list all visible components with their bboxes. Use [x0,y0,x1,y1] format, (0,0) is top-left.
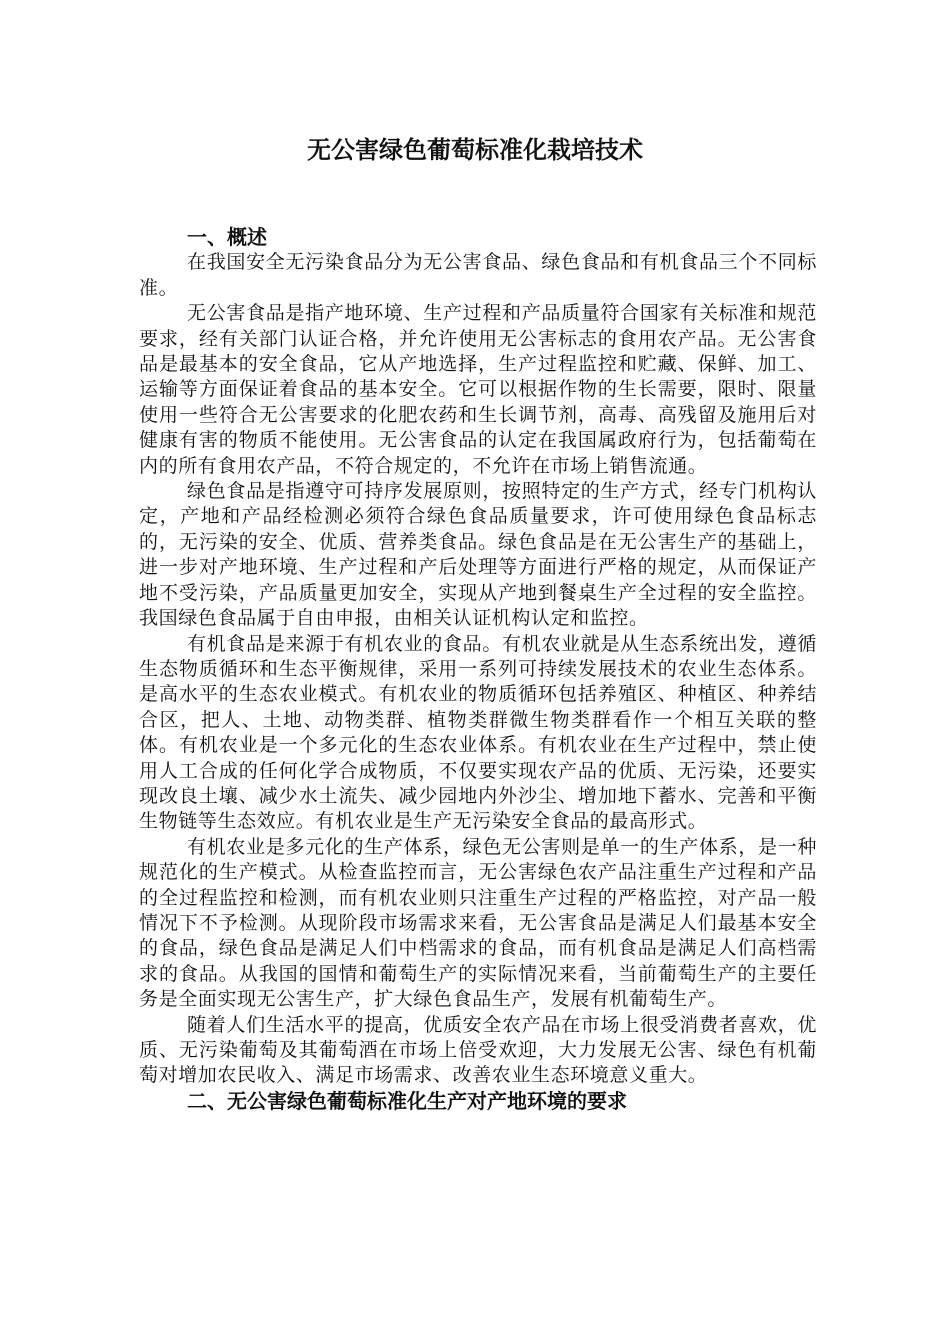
paragraph-organic-food: 有机食品是来源于有机农业的食品。有机农业就是从生态系统出发，遵循生态物质循环和生态平衡规律，采用一系列可持续发展技术的农业生态体系。是高水平的生态农业模式。有机农业的物质循环包括养殖区、种植区、种养结合区，把人、土地、动物类群、植物类群微生物类群看作一个相互关联的整体。有机农业是一个多元化的生态农业体系。有机农业在生产过程中，禁止使用人工合成的任何化学合成物质，不仅要实现农产品的优质、无污染，还要实现改良土壤、减少水土流失、减少园地内外沙尘、增加地下蓄水、完善和平衡生物链等生态效应。有机农业是生产无污染安全食品的最高形式。 [139,632,817,833]
paragraph-intro: 在我国安全无污染食品分为无公害食品、绿色食品和有机食品三个不同标准。 [139,251,817,299]
document-body [139,225,817,1114]
paragraph-green-food: 绿色食品是指遵守可持序发展原则，按照特定的生产方式，经专门机构认定，产地和产品经检测必须符合绿色食品质量要求，许可使用绿色食品标志的，无污染的安全、优质、营养类食品。绿色食品是在无公害生产的基础上，进一步对产地环境、生产过程和产后处理等方面进行严格的规定，从而保证产地不受污染，产品质量更加安全，实现从产地到餐桌生产全过程的安全监控。我国绿色食品属于自由申报，由相关认证机构认定和监控。 [139,480,817,630]
section-heading-environment: 二、无公害绿色葡萄标准化生产对产地环境的要求 [187,1088,627,1113]
paragraph-pollution-free-food: 无公害食品是指产地环境、生产过程和产品质量符合国家有关标准和规范要求，经有关部门认证合格，并允许使用无公害标志的食用农产品。无公害食品是最基本的安全食品，它从产地选择，生产过程监控和贮藏、保鲜、加工、运输等方面保证着食品的基本安全。它可以根据作物的生长需要，限时、限量使用一些符合无公害要求的化肥农药和生长调节剂，高毒、高残留及施用后对健康有害的物质不能使用。无公害食品的认定在我国属政府行为，包括葡萄在内的所有食用农产品，不符合规定的，不允许在市场上销售流通。 [139,302,817,477]
section-heading-overview: 一、概述 [187,225,267,249]
paragraph-significance: 随着人们生活水平的提高，优质安全农产品在市场上很受消费者喜欢，优质、无污染葡萄及其葡萄酒在市场上倍受欢迎，大力发展无公害、绿色有机葡萄对增加农民收入、满足市场需求、改善农业生态环境意义重大。 [139,1013,817,1087]
paragraph-comparison: 有机农业是多元化的生产体系，绿色无公害则是单一的生产体系，是一种规范化的生产模式。从检查监控而言，无公害绿色农产品注重生产过程和产品的全过程监控和检测，而有机农业则只注重生产过程的严格监控，对产品一般情况下不予检测。从现阶段市场需求来看，无公害食品是满足人们最基本安全的食品，绿色食品是满足人们中档需求的食品，而有机食品是满足人们高档需求的食品。从我国的国情和葡萄生产的实际情况来看，当前葡萄生产的主要任务是全面实现无公害生产，扩大绿色食品生产，发展有机葡萄生产。 [139,835,817,1011]
document-title: 无公害绿色葡萄标准化栽培技术 [307,136,643,164]
